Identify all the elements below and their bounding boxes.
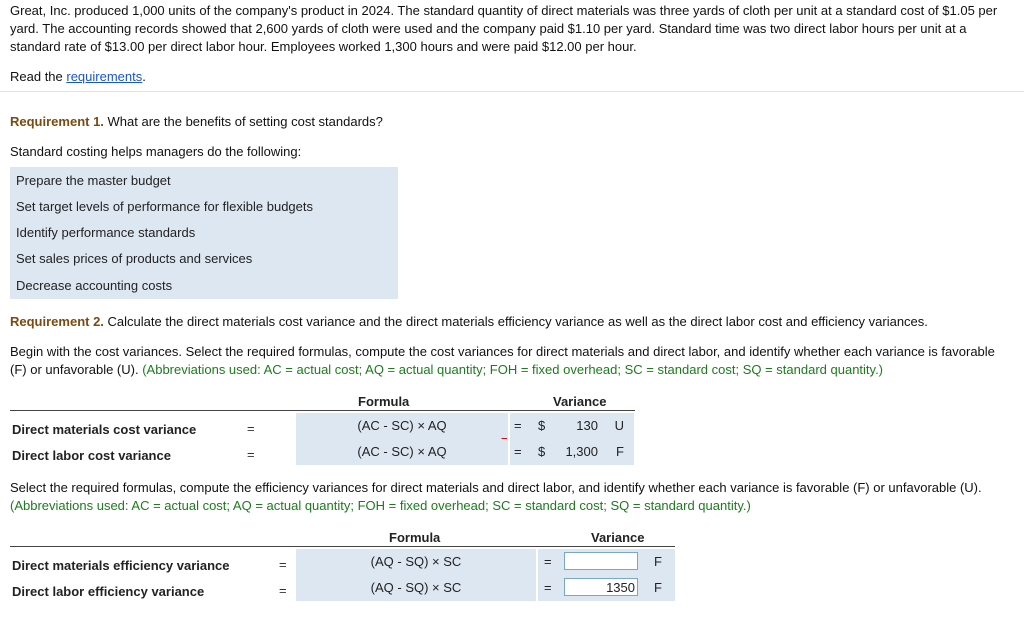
dm-efficiency-variance-label: Direct materials efficiency variance bbox=[12, 558, 230, 573]
variance-header: Variance bbox=[553, 394, 607, 409]
table-header-rule bbox=[10, 546, 675, 547]
dl-efficiency-variance-fu[interactable]: F bbox=[654, 580, 662, 595]
equals-sign: = bbox=[247, 447, 255, 462]
cost-variance-instructions bbox=[10, 343, 1010, 379]
abbreviations-note: (Abbreviations used: AC = actual cost; AQ = actual quantity; FOH = fixed overhead; SC = standard cost; SQ = standard quantity.) bbox=[10, 498, 751, 513]
currency-symbol: $ bbox=[538, 444, 546, 459]
list-item[interactable]: Decrease accounting costs bbox=[16, 278, 173, 293]
requirement-1-heading bbox=[10, 113, 1010, 131]
requirement-2-label: Requirement 2. bbox=[10, 314, 104, 329]
equals-sign: = bbox=[279, 557, 287, 572]
requirements-link[interactable]: requirements bbox=[66, 69, 143, 84]
variance-header: Variance bbox=[591, 530, 645, 545]
list-item[interactable]: Set target levels of performance for flexible budgets bbox=[16, 199, 313, 214]
formula-header: Formula bbox=[358, 394, 410, 409]
dl-cost-variance-cell bbox=[510, 439, 634, 465]
dm-cost-formula-select[interactable]: (AC - SC) × AQ bbox=[296, 413, 508, 439]
read-prefix: Read the bbox=[10, 69, 67, 84]
dl-efficiency-formula-select[interactable]: (AQ - SQ) × SC bbox=[296, 575, 536, 601]
dm-cost-variance-fu[interactable]: U bbox=[614, 418, 624, 433]
formula-header: Formula bbox=[389, 530, 441, 545]
dl-cost-variance-value[interactable]: 1,300 bbox=[565, 444, 598, 459]
requirement-2-question: Calculate the direct materials cost variance and the direct materials efficiency variance as well as the direct labor cost and efficiency variances. bbox=[103, 314, 928, 329]
table-header-rule bbox=[10, 410, 635, 411]
requirement-1-label: Requirement 1. bbox=[10, 114, 104, 129]
currency-symbol: $ bbox=[538, 418, 546, 433]
dm-efficiency-variance-input[interactable] bbox=[564, 552, 638, 570]
dm-cost-variance-value[interactable]: 130 bbox=[576, 418, 598, 433]
benefits-listbox[interactable] bbox=[10, 167, 398, 299]
divider bbox=[0, 91, 1024, 92]
dm-cost-variance-cell bbox=[510, 413, 634, 439]
problem-statement: Great, Inc. produced 1,000 units of the company's product in 2024. The standard quantity of direct materials was three yards of cloth per unit at a standard cost of $1.05 per yard. The accounting records showed that 2,600 yards of cloth were used and the company paid $1.10 per yard. Standard time was two direct labor hours per unit at a standard rate of $13.00 per direct labor hour. Employees worked 1,300 hours and were paid $12.00 per hour. bbox=[10, 3, 998, 54]
dl-efficiency-variance-label: Direct labor efficiency variance bbox=[12, 584, 205, 599]
read-requirements-line bbox=[10, 68, 1010, 86]
equals-sign: = bbox=[279, 583, 287, 598]
equals-sign: = bbox=[544, 554, 552, 569]
dm-efficiency-formula-select[interactable]: (AQ - SQ) × SC bbox=[296, 549, 536, 575]
dm-cost-variance-label: Direct materials cost variance bbox=[12, 422, 197, 437]
requirement-2-heading bbox=[10, 313, 1010, 331]
equals-sign: = bbox=[247, 421, 255, 436]
list-item[interactable]: Set sales prices of products and services bbox=[16, 251, 253, 266]
dm-efficiency-variance-cell bbox=[538, 549, 675, 575]
efficiency-variance-instructions bbox=[10, 479, 1010, 515]
instructions-text: Begin with the cost variances. Select the required formulas, compute the cost variances for direct materials and direct labor, and identify whether each variance is favorable (F) or unfavorable (U). bbox=[10, 344, 995, 377]
list-item[interactable]: Prepare the master budget bbox=[16, 173, 171, 188]
instructions-text: Select the required formulas, compute the efficiency variances for direct materials and direct labor, and identify whether each variance is favorable (F) or unfavorable (U). bbox=[10, 480, 982, 495]
dl-efficiency-variance-input[interactable]: 1350 bbox=[564, 578, 638, 596]
dm-efficiency-variance-fu[interactable]: F bbox=[654, 554, 662, 569]
dl-cost-formula-select[interactable]: (AC - SC) × AQ bbox=[296, 439, 508, 465]
equals-sign: = bbox=[514, 418, 522, 433]
equals-sign: = bbox=[514, 444, 522, 459]
requirement-1-question: What are the benefits of setting cost standards? bbox=[103, 114, 383, 129]
dl-cost-variance-fu[interactable]: F bbox=[616, 444, 624, 459]
requirement-1-lead: Standard costing helps managers do the following: bbox=[10, 144, 302, 159]
read-suffix: . bbox=[142, 69, 146, 84]
dl-cost-variance-label: Direct labor cost variance bbox=[12, 448, 171, 463]
equals-sign: = bbox=[544, 580, 552, 595]
abbreviations-note: (Abbreviations used: AC = actual cost; AQ = actual quantity; FOH = fixed overhead; SC = standard cost; SQ = standard quantity.) bbox=[142, 362, 884, 377]
list-item[interactable]: Identify performance standards bbox=[16, 225, 196, 240]
dl-efficiency-variance-cell bbox=[538, 575, 675, 601]
